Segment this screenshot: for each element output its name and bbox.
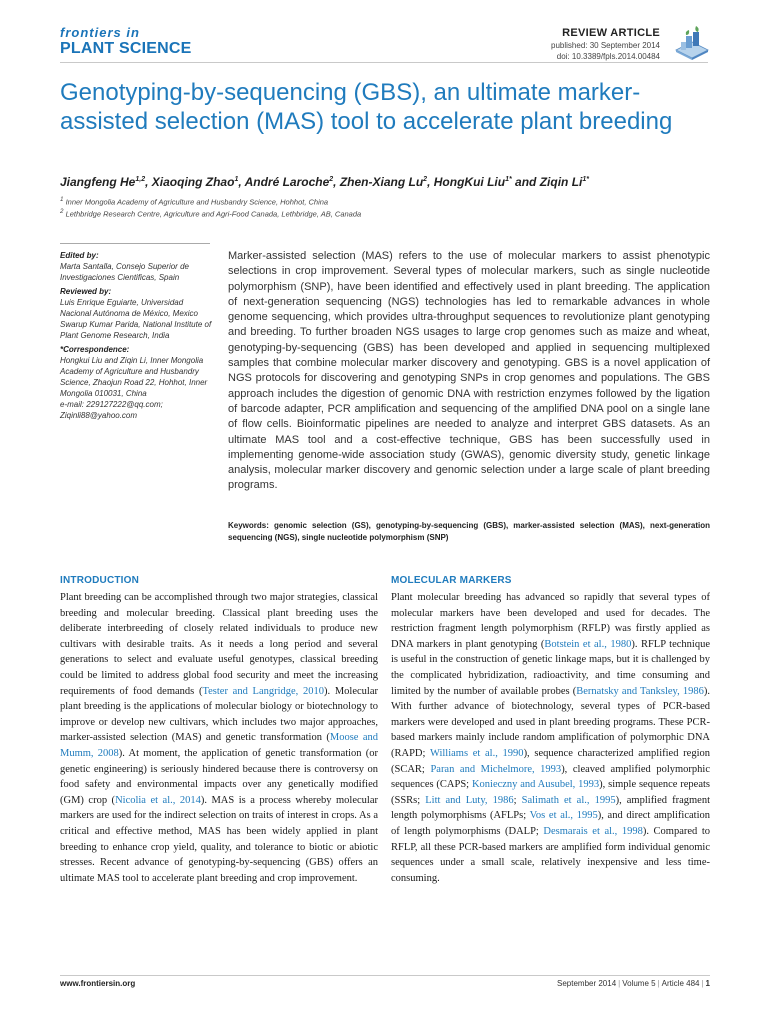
citation[interactable]: Moose and Mumm, 2008 — [60, 732, 378, 759]
keywords — [228, 520, 710, 544]
introduction-heading: INTRODUCTION — [60, 575, 140, 586]
author-name[interactable]: Xiaoqing Zhao — [151, 175, 235, 189]
footer-rule — [60, 975, 710, 976]
citation[interactable]: Desmarais et al., 1998 — [543, 825, 643, 837]
affiliation-2: $^2$ Lethbridge Research Centre, Agriculture and Agri-Food Canada, Lethbridge, AB, Canada — [60, 208, 362, 219]
author-affiliation-marker: 1* — [505, 176, 512, 183]
molecular-markers-heading: MOLECULAR MARKERS — [391, 575, 512, 586]
journal-name-line1: frontiers in — [60, 25, 140, 40]
author-name[interactable]: Zhen-Xiang Lu — [339, 175, 424, 189]
reviewed-by-label: Reviewed by: — [60, 287, 112, 296]
footer-article: Article 484 — [661, 979, 700, 988]
email-2[interactable]: Ziqinli88@yahoo.com — [60, 411, 138, 420]
publication-info — [551, 40, 660, 62]
citation[interactable]: Bernatsky and Tanksley, 1986 — [576, 685, 704, 697]
journal-logo-icon — [672, 22, 712, 60]
citation[interactable]: Nicolia et al., 2014 — [115, 794, 201, 806]
citation[interactable]: Litt and Luty, 1986 — [425, 794, 514, 806]
author-affiliation-marker: 2 — [423, 176, 428, 183]
page-number: 1 — [705, 979, 710, 988]
author-affiliation-marker: 2 — [329, 176, 334, 183]
correspondence-label: *Correspondence: — [60, 345, 130, 354]
reviewer-2: Swarup Kumar Parida, National Institute of Plant Genome Research, India — [60, 320, 212, 340]
abstract: Marker-assisted selection (MAS) refers to the use of molecular markers to assist phenotypic selections in crop improvement. Several types of molecular markers, such as single nucleotide polymorphism (SNP), have been identified and effectively used in plant breeding. The application of next-generation sequencing (NGS) technologies has led to remarkable advances in whole genome sequencing, which provides ultra-throughput sequences to revolutionize plant genotyping and breeding. To further broaden NGS usages to large crop genomes such as maize and wheat, genotyping-by-sequencing (GBS) has been developed and applied in sequencing multiplexed samples that combine molecular marker discovery and genotyping. GBS is a novel application of NGS protocols for discovering and genotyping SNPs in crop genomes and populations. The GBS approach includes the digestion of genomic DNA with restriction enzymes followed by the ligation of barcode adapter, PCR amplification and sequencing of the amplified DNA pool on a single lane of flow cells. Bioinformatic pipelines are needed to analyze and interpret GBS datasets. As an ultimate MAS tool and a cost-effective technique, GBS has been successfully used in implementing genome-wide association study (GWAS), genomic diversity study, genetic linkage analysis, molecular marker discovery and genomic selection under a large scale of plant breeding programs. — [228, 250, 710, 492]
keywords-text: genomic selection (GS), genotyping-by-sequencing (GBS), marker-assisted selection (MAS), next-generation sequencing (NGS), single nucleotide polymorphism (SNP) — [228, 521, 710, 542]
footer-info: September 2014 | Volume 5 | Article 484 | 1 — [557, 979, 710, 988]
author-name[interactable]: Jiangfeng He — [60, 175, 136, 189]
article-title: Genotyping-by-sequencing (GBS), an ultimate marker-assisted selection (MAS) tool to accelerate plant breeding — [60, 79, 673, 135]
author-affiliation-marker: 1 — [234, 176, 239, 183]
correspondence-address: Hongkui Liu and Ziqin Li, Inner Mongolia Academy of Agriculture and Husbandry Science, Zhaojun Road 22, Hohhot, Inner Mongolia 010031, China — [60, 356, 208, 398]
author-name[interactable]: Ziqin Li — [539, 175, 583, 189]
citation[interactable]: Salimath et al., 1995 — [521, 794, 616, 806]
article-type: REVIEW ARTICLE — [562, 27, 660, 39]
journal-name-line2: PLANT SCIENCE — [60, 40, 192, 57]
author-name[interactable]: André Laroche — [244, 175, 330, 189]
published-date: published: 30 September 2014 — [551, 41, 660, 50]
keywords-label: Keywords: — [228, 521, 269, 530]
footer-date: September 2014 — [557, 979, 617, 988]
molecular-markers-text: Plant molecular breeding has advanced so rapidly that several types of molecular markers have been developed and used for decades. The restriction fragment length polymorphism (RFLP) was firstly applied as DNA markers in plant genotyping (Botstein et al., 1980). RFLP technique is useful in the construction of genetic linkage maps, but it is challenged by the complicated hybridization, radioactivity, and time consuming and limited by the number of available probes (Bernatsky and Tanksley, 1986). With further advance of biotechnology, several types of PCR-based markers were developed and used in plant breeding programs. These PCR-based markers mainly include random amplification of polymorphic DNA (RAPD; Williams et al., 1990), sequence characterized amplified region (SCAR; Paran and Michelmore, 1993), cleaved amplified polymorphic sequences (CAPS; Konieczny and Ausubel, 1993), simple sequence repeats (SSRs; Litt and Luty, 1986; Salimath et al., 1995), amplified fragment length polymorphisms (AFLPs; Vos et al., 1995), and direct amplification of length polymorphisms (DALP; Desmarais et al., 1998). Compared to RFLP, all these PCR-based markers are amplified form individual genomic sequences under a small scale, relatively inexpensive and less time-consuming. — [391, 592, 711, 884]
editor: Marta Santalla, Consejo Superior de Investigaciones Cientificas, Spain — [60, 262, 189, 282]
citation[interactable]: Botstein et al., 1980 — [544, 638, 632, 650]
footer-volume: Volume 5 — [622, 979, 656, 988]
sidebar-rule — [60, 243, 210, 244]
citation[interactable]: Williams et al., 1990 — [429, 747, 524, 759]
citation[interactable]: Paran and Michelmore, 1993 — [430, 763, 562, 775]
citation[interactable]: Tester and Langridge, 2010 — [202, 685, 325, 697]
doi[interactable]: doi: 10.3389/fpls.2014.00484 — [556, 52, 660, 61]
reviewer-1: Luis Enrique Eguiarte, Universidad Nacional Autónoma de México, Mexico — [60, 298, 198, 318]
header-rule — [60, 62, 708, 63]
editorial-sidebar — [60, 250, 216, 424]
affiliation-1: $^1$ Inner Mongolia Academy of Agriculture and Husbandry Science, Hohhot, China — [60, 196, 329, 207]
citation[interactable]: Konieczny and Ausubel, 1993 — [471, 779, 600, 791]
author-list: Jiangfeng He$^{1,2}$, Xiaoqing Zhao$^1$, André Laroche$^2$, Zhen-Xiang Lu$^2$, HongKui Liu$^{1*}$ and Ziqin $Li^{1*}$ — [60, 175, 589, 189]
author-affiliation-marker: 1* — [582, 176, 589, 183]
author-affiliation-marker: 1,2 — [135, 176, 146, 183]
footer-website[interactable]: www.frontiersin.org — [60, 979, 136, 988]
edited-by-label: Edited by: — [60, 251, 99, 260]
author-name[interactable]: HongKui Liu — [433, 175, 506, 189]
email-1[interactable]: e-mail: 229127222@qq.com; — [60, 400, 163, 409]
introduction-text: Plant breeding can be accomplished through two major strategies, classical breeding and molecular breeding. Classical plant breeding uses the deliberate interbreeding of closely related individuals to produce new cultivars with desirable traits. As it needs a long period and several generations to select and evaluate useful genotypes, classical breeding could be limited to address global food security and meet the increasing requirements of food demands (Tester and Langridge, 2010). Molecular plant breeding is the applications of molecular biology or biotechnology to improve or develop new cultivars, which includes two major approaches, marker-assisted selection (MAS) and genetic transformation (Moose and Mumm, 2008). At moment, the application of genetic transformation (or genetic engineering) is seriously hindered because there is controversy on food safety and environmental impacts over any genetically modified (GM) crop (Nicolia et al., 2014). MAS is a process whereby molecular markers are used for the indirect selection on traits of interest in crops. As a critical and effective method, MAS has been widely applied in plant breeding to enhance crop yield, quality, and tolerance to biotic or abiotic stresses. Recent advance of genotyping-by-sequencing (GBS) offers an ultimate MAS tool to accelerate plant breeding and crop improvement. — [60, 592, 378, 884]
citation[interactable]: Vos et al., 1995 — [529, 810, 598, 822]
